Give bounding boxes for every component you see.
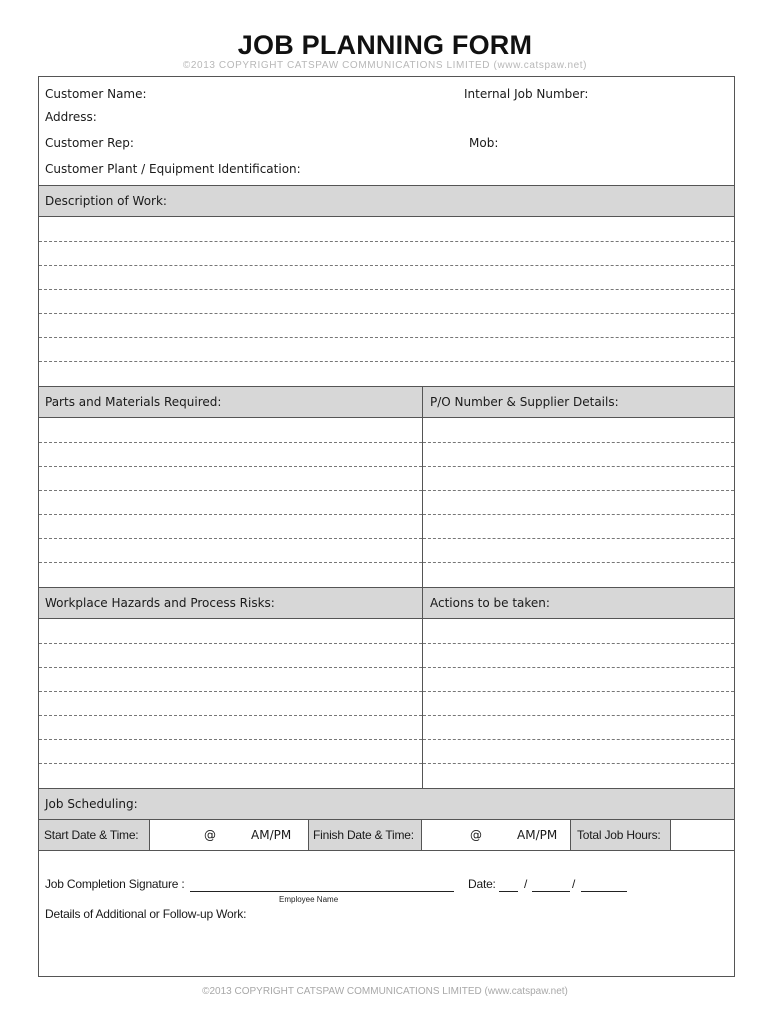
- mob-label: Mob:: [469, 136, 499, 150]
- date-label: Date:: [468, 877, 496, 891]
- description-line[interactable]: [39, 361, 734, 362]
- actions-line[interactable]: [423, 763, 734, 764]
- finish-date-label: Finish Date & Time:: [313, 828, 414, 842]
- address-label: Address:: [45, 110, 97, 124]
- description-line[interactable]: [39, 289, 734, 290]
- start-at-symbol: @: [204, 828, 216, 842]
- date-year-line[interactable]: [581, 891, 627, 892]
- finish-date-label-cell: [308, 820, 422, 850]
- parts-line[interactable]: [39, 562, 422, 563]
- customer-rep-label: Customer Rep:: [45, 136, 134, 150]
- form-frame: [38, 76, 735, 977]
- po-line[interactable]: [423, 466, 734, 467]
- signature-line[interactable]: [190, 891, 454, 892]
- date-separator: /: [572, 877, 576, 891]
- start-ampm: AM/PM: [251, 828, 292, 842]
- parts-header-band: [39, 386, 734, 418]
- customer-name-label: Customer Name:: [45, 87, 147, 101]
- employee-name-caption: Employee Name: [279, 895, 339, 904]
- description-label: Description of Work:: [45, 194, 167, 208]
- hazards-line[interactable]: [39, 715, 422, 716]
- copyright-footer: ©2013 COPYRIGHT CATSPAW COMMUNICATIONS LIMITED (www.catspaw.net): [202, 986, 568, 997]
- total-hours-label-cell: [570, 820, 671, 850]
- copyright-header: ©2013 COPYRIGHT CATSPAW COMMUNICATIONS LIMITED (www.catspaw.net): [182, 60, 588, 71]
- total-hours-label: Total Job Hours:: [577, 828, 661, 842]
- parts-divider: [422, 386, 423, 587]
- po-line[interactable]: [423, 538, 734, 539]
- date-month-line[interactable]: [532, 891, 570, 892]
- po-line[interactable]: [423, 442, 734, 443]
- hazards-label: Workplace Hazards and Process Risks:: [45, 596, 275, 610]
- date-separator: /: [524, 877, 528, 891]
- parts-line[interactable]: [39, 514, 422, 515]
- description-line[interactable]: [39, 337, 734, 338]
- internal-job-number-label: Internal Job Number:: [464, 87, 589, 101]
- parts-line[interactable]: [39, 490, 422, 491]
- actions-line[interactable]: [423, 739, 734, 740]
- date-day-line[interactable]: [499, 891, 518, 892]
- start-date-label: Start Date & Time:: [44, 828, 139, 842]
- hazards-divider: [422, 587, 423, 789]
- form-title: JOB PLANNING FORM: [237, 30, 533, 60]
- finish-ampm: AM/PM: [517, 828, 558, 842]
- parts-line[interactable]: [39, 538, 422, 539]
- parts-line[interactable]: [39, 442, 422, 443]
- actions-label: Actions to be taken:: [430, 596, 550, 610]
- hazards-line[interactable]: [39, 763, 422, 764]
- start-date-input[interactable]: [150, 820, 308, 850]
- po-line[interactable]: [423, 562, 734, 563]
- total-hours-input[interactable]: [671, 820, 734, 850]
- hazards-header-band: [39, 587, 734, 619]
- description-line[interactable]: [39, 241, 734, 242]
- description-line[interactable]: [39, 313, 734, 314]
- finish-date-input[interactable]: [422, 820, 570, 850]
- po-line[interactable]: [423, 490, 734, 491]
- scheduling-label: Job Scheduling:: [45, 797, 138, 811]
- scheduling-header-band: [39, 788, 734, 819]
- followup-work-label: Details of Additional or Follow-up Work:: [45, 907, 247, 921]
- po-label: P/O Number & Supplier Details:: [430, 395, 619, 409]
- actions-line[interactable]: [423, 643, 734, 644]
- description-line[interactable]: [39, 265, 734, 266]
- hazards-line[interactable]: [39, 691, 422, 692]
- customer-plant-label: Customer Plant / Equipment Identification:: [45, 162, 301, 176]
- parts-label: Parts and Materials Required:: [45, 395, 222, 409]
- actions-line[interactable]: [423, 715, 734, 716]
- completion-signature-label: Job Completion Signature :: [45, 877, 185, 891]
- description-header-band: [39, 185, 734, 217]
- hazards-line[interactable]: [39, 643, 422, 644]
- actions-line[interactable]: [423, 691, 734, 692]
- start-date-label-cell: [39, 820, 150, 850]
- po-line[interactable]: [423, 514, 734, 515]
- finish-at-symbol: @: [470, 828, 482, 842]
- scheduling-row: [39, 819, 734, 851]
- actions-line[interactable]: [423, 667, 734, 668]
- hazards-line[interactable]: [39, 739, 422, 740]
- hazards-line[interactable]: [39, 667, 422, 668]
- parts-line[interactable]: [39, 466, 422, 467]
